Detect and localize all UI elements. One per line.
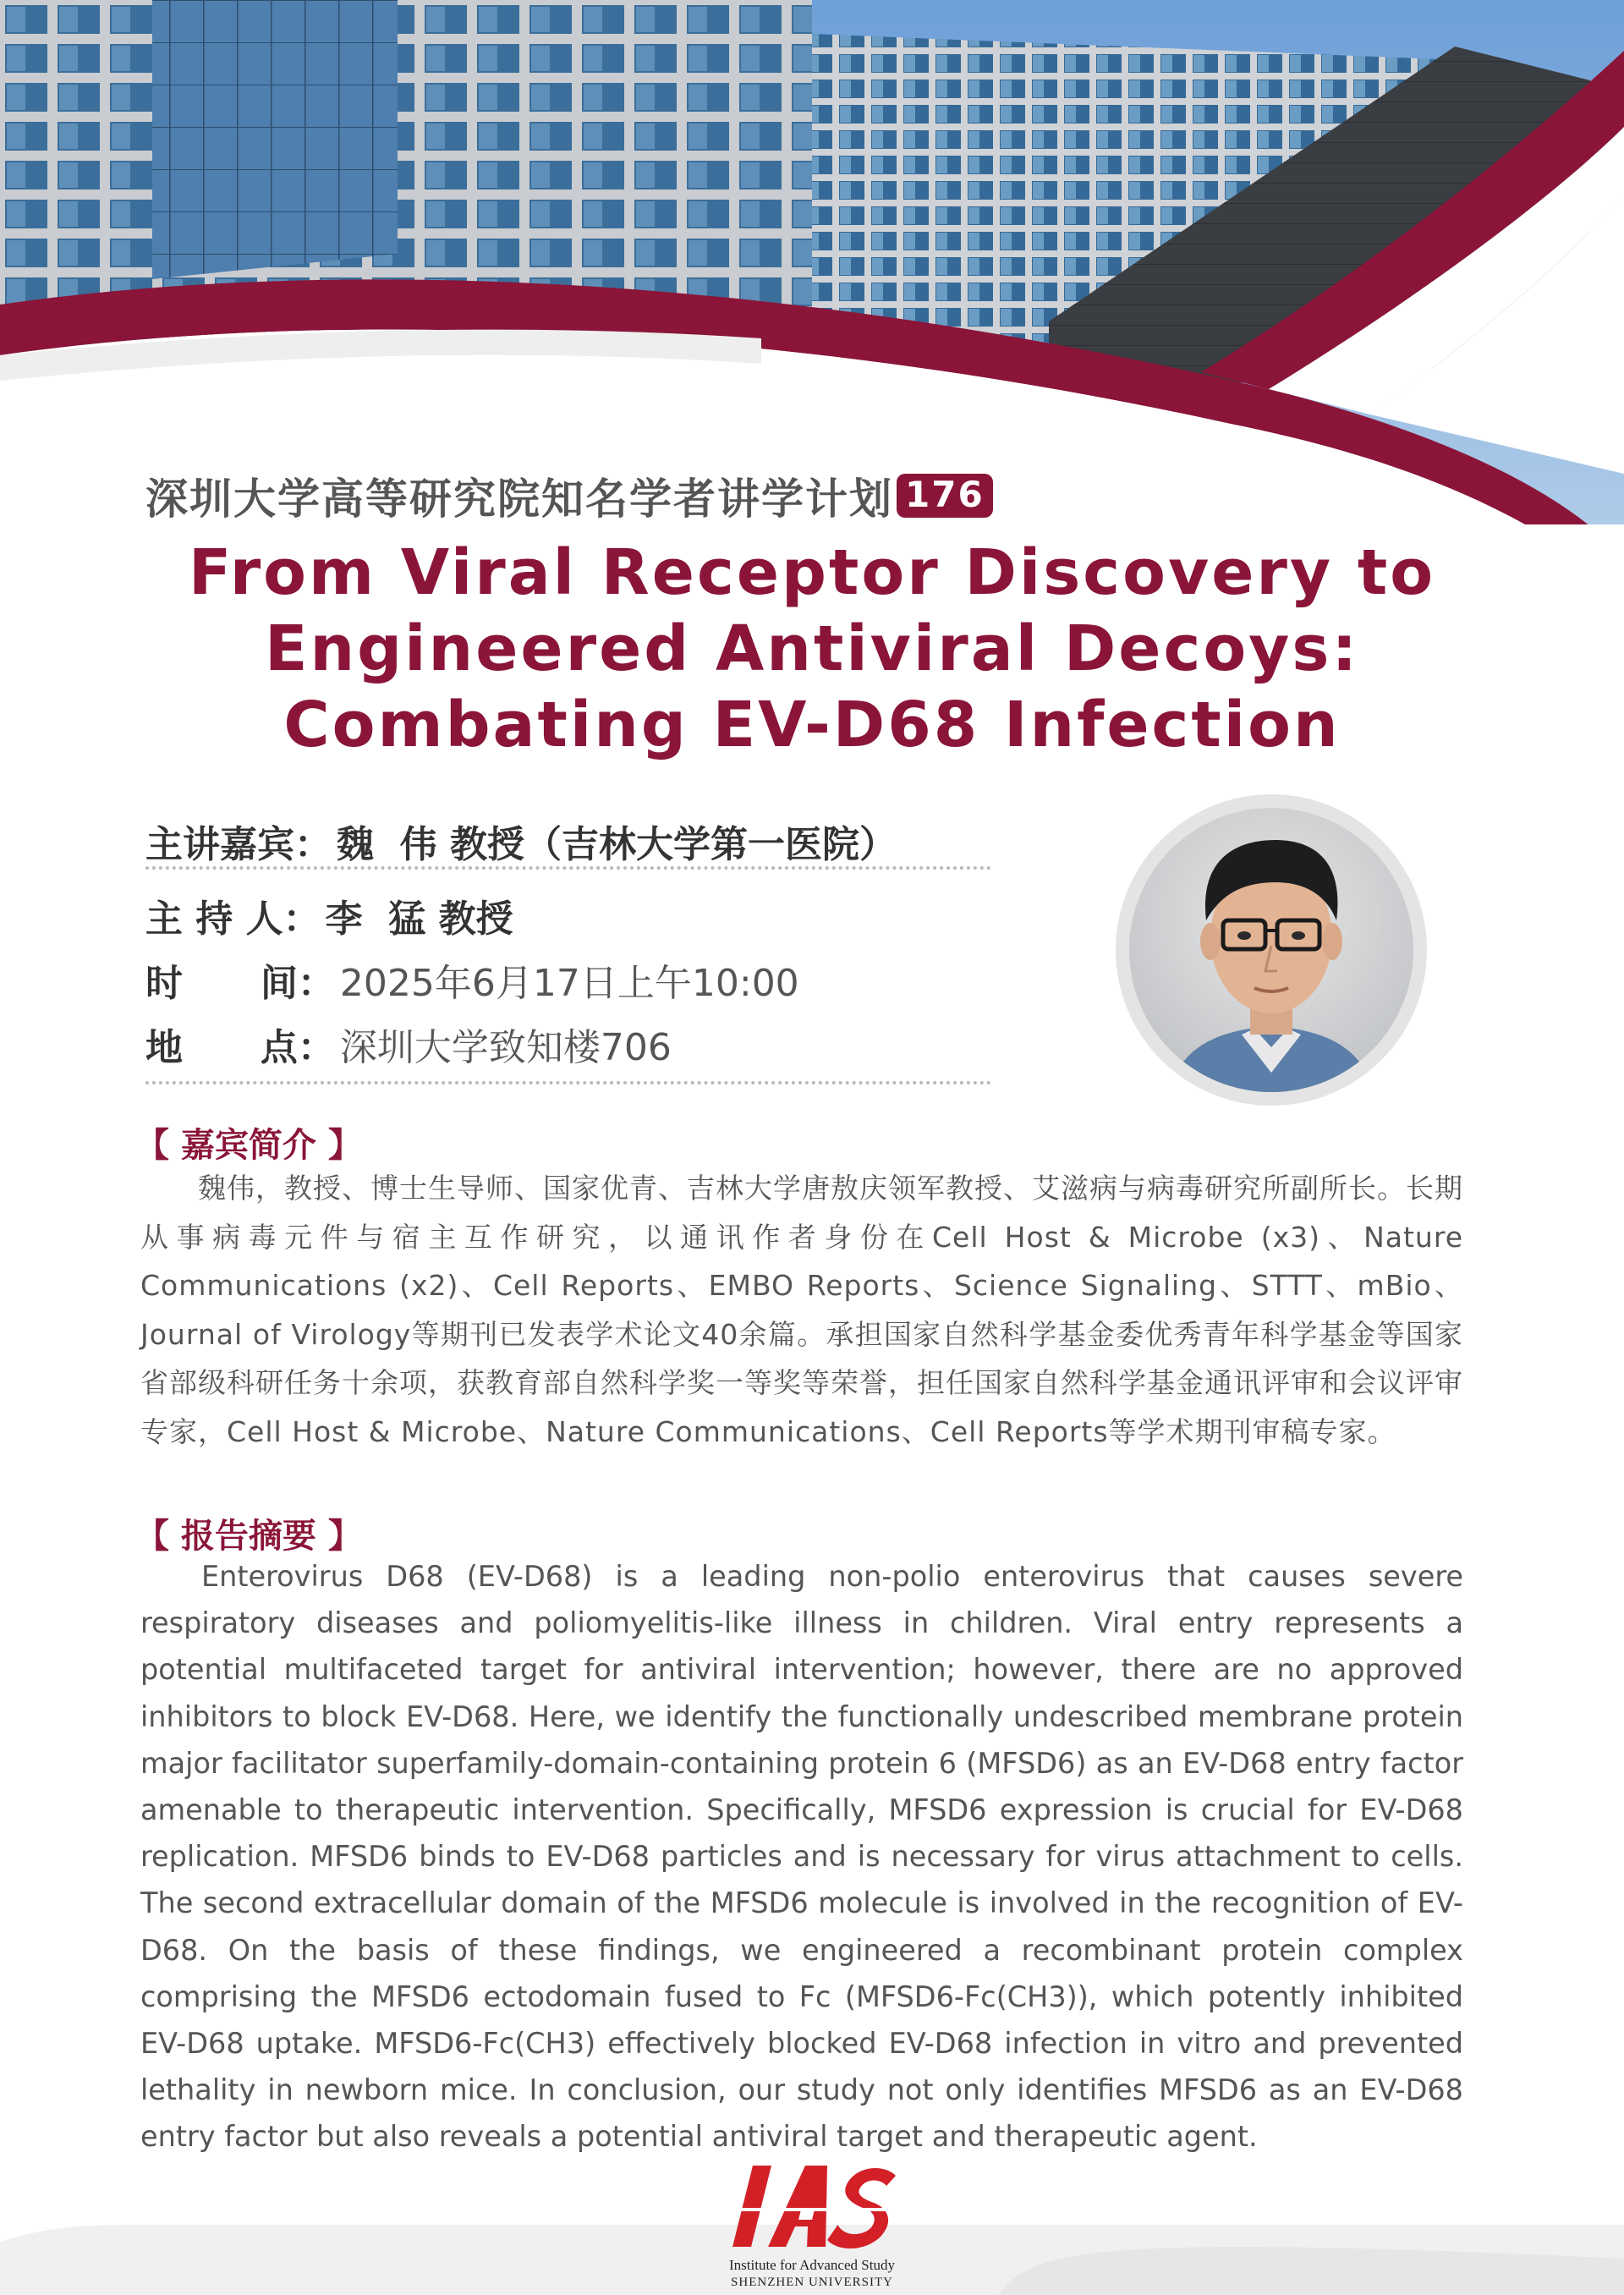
header-banner-photo: [0, 0, 1624, 524]
ias-logo-mark: [719, 2159, 905, 2257]
logo-university-name: SHENZHEN UNIVERSITY: [731, 2276, 893, 2289]
talk-title: [118, 535, 1506, 763]
bio-heading: 【 嘉宾简介 】: [135, 1126, 362, 1165]
series-heading: [145, 465, 993, 526]
abstract-paragraph: Enterovirus D68 (EV-D68) is a leading non-polio enterovirus that causes severe respiratory diseases and poliomyelitis-like illness in children. Viral entry represents a potential multifaceted target for antiviral intervention; however, there are no approved inhibitors to block EV-D68. Here, we identify the functionally undescribed membrane protein major facilitator superfamily-domain-containing protein 6 (MFSD6) as an EV-D68 entry factor amenable to therapeutic intervention. Specifically, MFSD6 expression is crucial for EV-D68 replication. MFSD6 binds to EV-D68 particles and is necessary for virus attachment to cells. The second extracellular domain of the MFSD6 molecule is involved in the recognition of EV-D68. On the basis of these findings, we engineered a recombinant protein complex comprising the MFSD6 ectodomain fused to Fc (MFSD6-Fc(CH3)), which potently inhibited EV-D68 uptake. MFSD6-Fc(CH3) effectively blocked EV-D68 infection in vitro and prevented lethality in newborn mice. In conclusion, our study not only identifies MFSD6 as an EV-D68 entry factor but also reveals a potential antiviral target and therapeutic agent.: [140, 1560, 1463, 2154]
speaker-label: 主讲嘉宾：: [145, 823, 332, 866]
talk-title-line: Combating EV-D68 Infection: [283, 689, 1341, 761]
divider-dotted: [145, 1081, 991, 1084]
host-label: 主 持 人：: [145, 898, 321, 941]
ias-logo: [719, 2159, 905, 2294]
time-row: [145, 953, 799, 1007]
speaker-value: 魏 伟 教授（吉林大学第一医院）: [337, 823, 897, 866]
time-value: 2025年6月17日上午10:00: [339, 962, 799, 1005]
host-row: [145, 888, 513, 942]
speaker-portrait: [1115, 793, 1428, 1106]
talk-title-line: From Viral Receptor Discovery to: [188, 536, 1436, 609]
place-row: [145, 1017, 672, 1071]
logo-institute-name: Institute for Advanced Study: [729, 2257, 895, 2273]
abstract-heading: 【 报告摘要 】: [135, 1517, 362, 1556]
series-name: 深圳大学高等研究院知名学者讲学计划: [145, 475, 893, 524]
divider-dotted: [145, 866, 991, 870]
speaker-row: [145, 814, 897, 868]
time-label: 时 间：: [145, 962, 335, 1005]
place-label: 地 点：: [145, 1026, 335, 1069]
bio-paragraph: 魏伟，教授、博士生导师、国家优青、吉林大学唐敖庆领军教授、艾滋病与病毒研究所副所长。长期从事病毒元件与宿主互作研究，以通讯作者身份在Cell Host & Microbe (x3)、Nature Communications (x2)、Cell Reports、EMBO Reports、Science Signaling、STTT、mBio、Journal of Virology等期刊已发表学术论文40余篇。承担国家自然科学基金委优秀青年科学基金等国家省部级科研任务十余项，获教育部自然科学奖一等奖等荣誉，担任国家自然科学基金通讯评审和会议评审专家，Cell Host & Microbe、Nature Communications、Cell Reports等学术期刊审稿专家。: [140, 1172, 1463, 1448]
series-number-badge: 176: [897, 474, 993, 518]
host-value: 李 猛 教授: [325, 898, 513, 941]
place-value: 深圳大学致知楼706: [339, 1026, 672, 1069]
talk-title-line: Engineered Antiviral Decoys:: [264, 612, 1360, 685]
